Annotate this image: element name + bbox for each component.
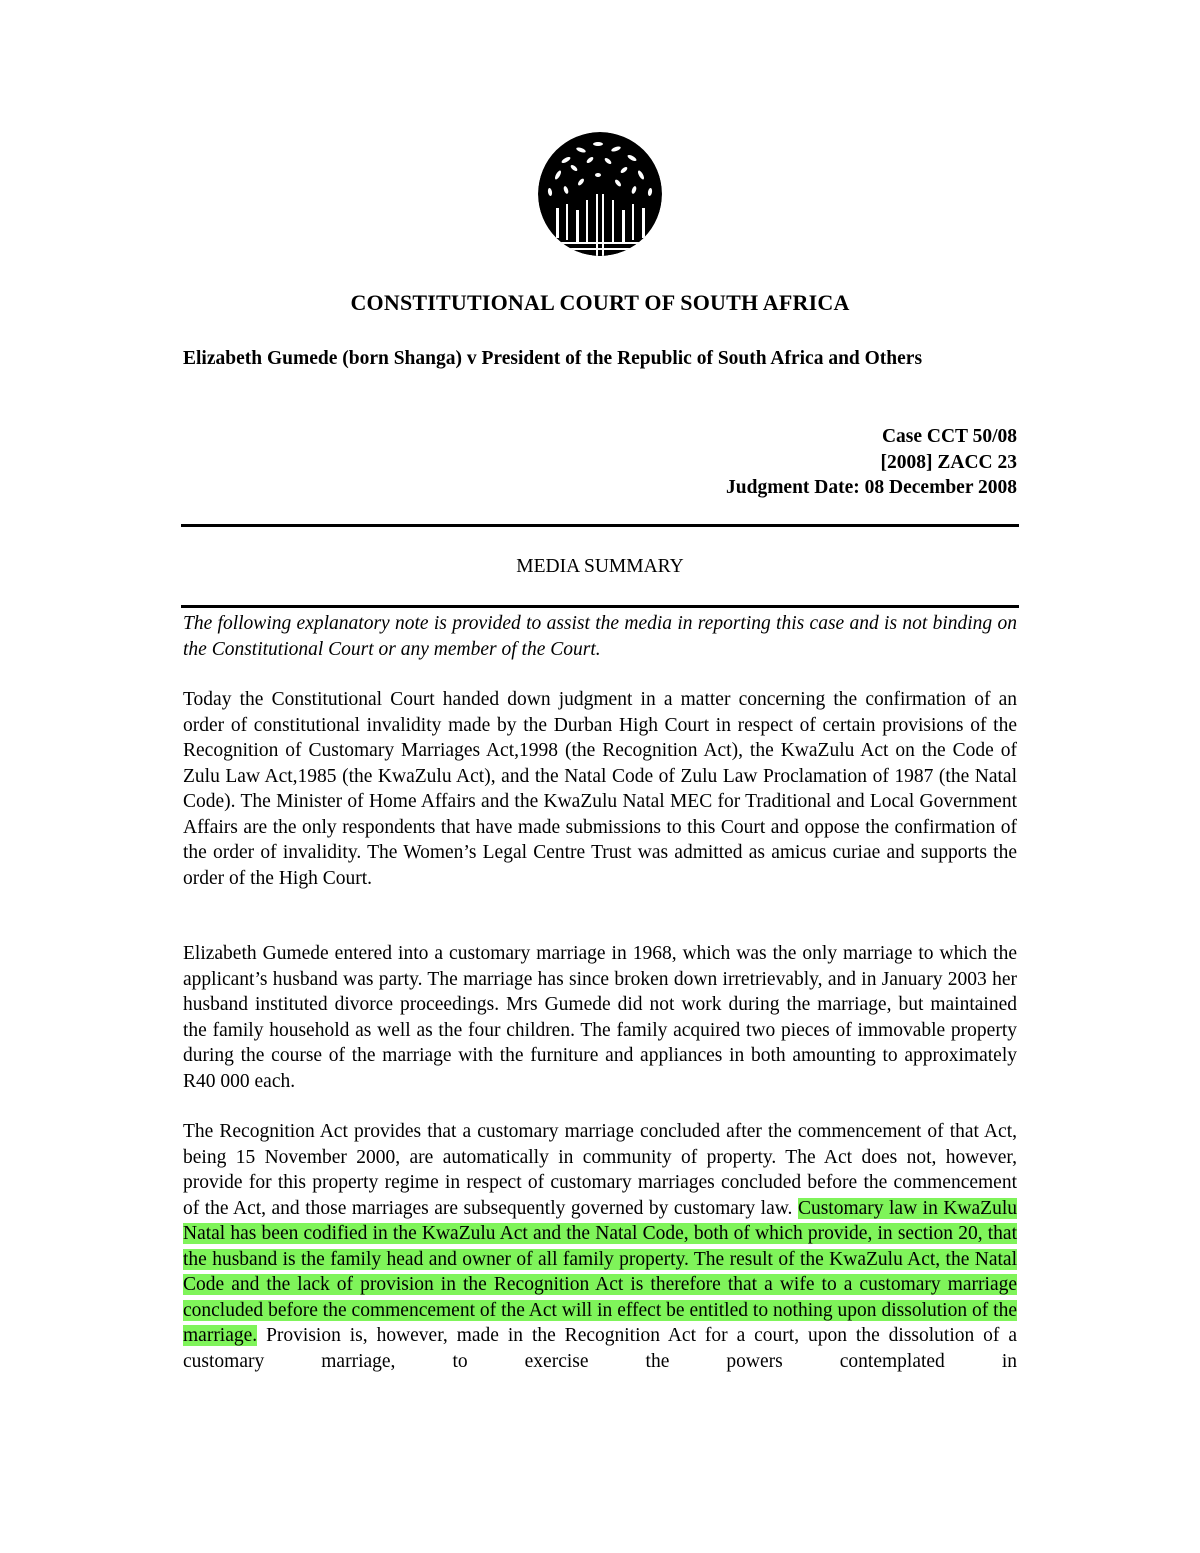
case-number: Case CCT 50/08 xyxy=(881,426,1017,447)
case-name: Elizabeth Gumede (born Shanga) v President of the Republic of South Africa and Others xyxy=(183,348,923,369)
paragraph-text-after-highlight: Provision is, however, made in the Recognition Act for a court, upon the dissolution of a customary marriage, to exercise the powers contemplated in xyxy=(183,1325,1017,1372)
bottom-divider xyxy=(181,605,1019,608)
summary-paragraph: Elizabeth Gumede entered into a customary marriage in 1968, which was the only marriage to which the applicant’s husband was party. The marriage has since broken down irretrievably, and in January 2003 her husband instituted divorce proceedings. Mrs Gumede did not work during the marriage, but maintained the family household as well as the four children. The family acquired two pieces of immovable property during the course of the marriage with the furniture and appliances in both amounting to approximately R40 000 each. xyxy=(183,943,1017,1092)
explanatory-note: The following explanatory note is provided to assist the media in reporting this case and is not binding on the Constitutional Court or any member of the Court. xyxy=(183,613,1017,660)
top-divider xyxy=(181,524,1019,527)
case-meta xyxy=(726,424,1017,501)
summary-paragraph: Today the Constitutional Court handed down judgment in a matter concerning the confirmation of an order of constitutional invalidity made by the Durban High Court in respect of certain provisions of the Recognition of Customary Marriages Act,1998 (the Recognition Act), the KwaZulu Act on the Code of Zulu Law Act,1985 (the KwaZulu Act), and the Natal Code of Zulu Law Proclamation of 1987 (the Natal Code). The Minister of Home Affairs and the KwaZulu Natal MEC for Traditional and Local Government Affairs are the only respondents that have made submissions to this Court and oppose the confirmation of the order of invalidity. The Women’s Legal Centre Trust was admitted as amicus curiae and supports the order of the High Court. xyxy=(183,689,1017,889)
case-citation: [2008] ZACC 23 xyxy=(880,451,1017,473)
constitutional-court-tree-logo-icon xyxy=(536,130,664,258)
highlighted-text: Customary law in KwaZulu Natal has been codified in the KwaZulu Act and the Natal Code, both of which provide, in section 20, that the husband is the family head and owner of all family property. The result of the KwaZulu Act, the Natal Code and the lack of provision in the Recognition Act is therefore that a wife to a customary marriage concluded before the commencement of the Act will in effect be entitled to nothing upon dissolution of the marriage. xyxy=(183,1197,1017,1346)
judgment-date: Judgment Date: 08 December 2008 xyxy=(726,477,1017,498)
court-title: CONSTITUTIONAL COURT OF SOUTH AFRICA xyxy=(350,290,850,315)
paragraph-text-before-highlight: The Recognition Act provides that a customary marriage concluded after the commencement of that Act, being 15 November 2000, are automatically in community of property. The Act does not, however, provide for this property regime in respect of customary marriages concluded before the commencement of the Act, and those marriages are subsequently governed by customary law. xyxy=(183,1121,1017,1219)
media-summary-heading: MEDIA SUMMARY xyxy=(516,556,684,577)
summary-paragraph-highlighted xyxy=(183,1119,1017,1374)
